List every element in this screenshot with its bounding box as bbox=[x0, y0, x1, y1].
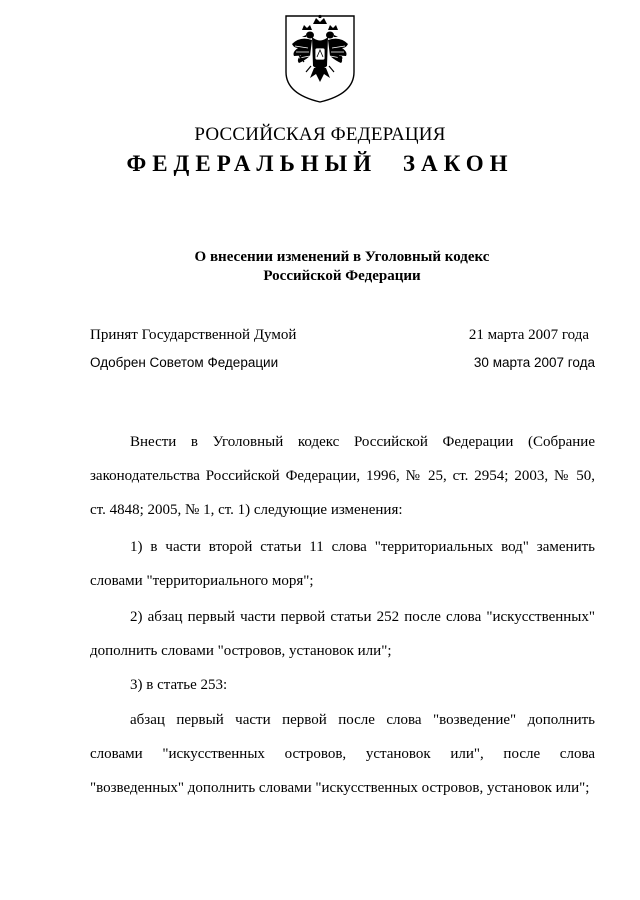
text-line: 1) в части второй статьи 11 слова "территориальных вод" заменить bbox=[130, 539, 595, 555]
text-line: словами "территориального моря"; bbox=[90, 573, 314, 589]
text-line: Внести в Уголовный кодекс Российской Федерации (Собрание bbox=[130, 434, 595, 450]
approval-council-row bbox=[90, 355, 595, 375]
text-line: "возведенных" дополнить словами "искусственных островов, установок или"; bbox=[90, 780, 590, 796]
adoption-duma-row bbox=[90, 327, 595, 347]
item-2-paragraph bbox=[90, 600, 595, 668]
item-3-paragraph bbox=[90, 703, 595, 805]
text-line: ст. 4848; 2005, № 1, ст. 1) следующие изменения: bbox=[90, 502, 403, 518]
text-line: абзац первый части первой после слова "возведение" дополнить bbox=[130, 712, 595, 728]
law-title bbox=[0, 248, 640, 286]
text-line: законодательства Российской Федерации, 1996, № 25, ст. 2954; 2003, № 50, bbox=[90, 468, 595, 484]
approval-label: Одобрен Советом Федерации bbox=[90, 355, 279, 370]
text-line: дополнить словами "островов, установок или"; bbox=[90, 643, 392, 659]
adoption-label: Принят Государственной Думой bbox=[90, 327, 297, 343]
text-line: словами "искусственных островов, установок или", после слова bbox=[90, 746, 595, 762]
text-line: 3) в статье 253: bbox=[130, 677, 228, 693]
adoption-date: 21 марта 2007 года bbox=[468, 327, 589, 343]
text-line: 2) абзац первый части первой статьи 252 после слова "искусственных" bbox=[130, 609, 595, 625]
item-1-paragraph bbox=[90, 530, 595, 598]
approval-date: 30 марта 2007 года bbox=[473, 355, 595, 370]
law-title-line: Российской Федерации bbox=[263, 268, 421, 284]
document-type-heading: ФЕДЕРАЛЬНЫЙ ЗАКОН bbox=[126, 151, 514, 176]
country-heading: РОССИЙСКАЯ ФЕДЕРАЦИЯ bbox=[194, 124, 446, 145]
coat-of-arms-icon bbox=[280, 10, 360, 106]
intro-paragraph bbox=[90, 425, 595, 527]
item-3-heading bbox=[90, 668, 595, 702]
law-title-line: О внесении изменений в Уголовный кодекс bbox=[194, 249, 490, 265]
